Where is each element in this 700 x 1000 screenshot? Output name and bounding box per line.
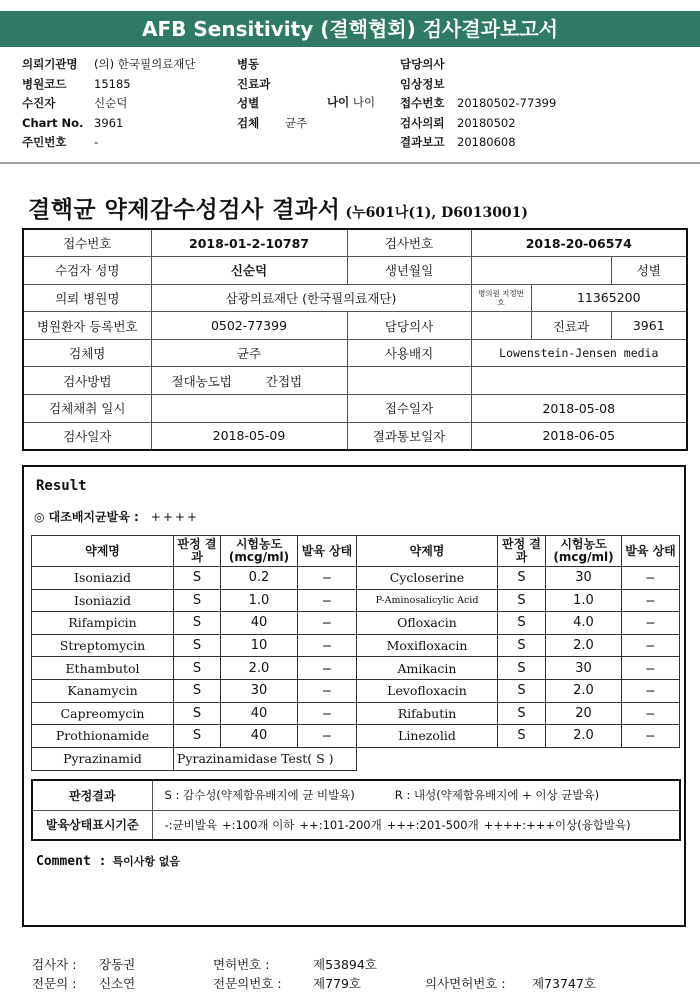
- info-label: 성별: [611, 257, 687, 285]
- specialist-no-label: 전문의번호 :: [213, 976, 282, 991]
- drug-name: Rifabutin: [357, 702, 498, 725]
- legend-g4: ++++:+++이상(융합발육): [483, 817, 631, 832]
- field-label: 검체: [237, 115, 260, 130]
- header-drug: 약제명: [32, 536, 174, 567]
- legend-label: 판정결과: [32, 780, 152, 810]
- header-conc: 시험농도 (mcg/ml): [546, 536, 622, 567]
- field-value: (의) 한국필의료재단: [94, 57, 196, 71]
- drug-conc: 2.0: [546, 725, 622, 748]
- field-value: 3961: [94, 115, 124, 130]
- info-value: 삼광의료재단 (한국필의료재단): [151, 284, 471, 312]
- drug-name: Cycloserine: [357, 567, 498, 590]
- drug-judge: S: [174, 657, 221, 680]
- drug-conc: 4.0: [546, 612, 622, 635]
- comment: [36, 853, 180, 869]
- drug-growth: −: [622, 657, 680, 680]
- header-field: [22, 75, 196, 95]
- header-column-1: [22, 55, 196, 153]
- info-value: 2018-20-06574: [471, 229, 687, 257]
- info-label: 담당의사: [347, 312, 471, 340]
- field-value: 15185: [94, 76, 131, 91]
- drug-row: [32, 567, 680, 590]
- drug-conc: 0.2: [221, 567, 298, 590]
- drug-growth: −: [298, 679, 357, 702]
- field-label: 검사의뢰: [400, 115, 445, 130]
- drug-judge: S: [174, 612, 221, 635]
- drug-conc: 40: [221, 725, 298, 748]
- drug-growth: −: [622, 679, 680, 702]
- control-growth: [34, 508, 199, 525]
- header-column-3: [400, 55, 556, 153]
- info-label: 검사일자: [23, 422, 151, 450]
- drug-row: [32, 679, 680, 702]
- header-column-2: [237, 55, 307, 133]
- drug-growth: −: [298, 589, 357, 612]
- drug-growth: −: [298, 567, 357, 590]
- drug-judge: S: [498, 567, 546, 590]
- blank-cell: [357, 747, 680, 770]
- info-value: 2018-05-08: [471, 395, 687, 423]
- legend-label: 발육상태표시기준: [32, 810, 152, 840]
- field-value: 20180502: [457, 115, 516, 130]
- header-field: [237, 75, 307, 95]
- drug-row: [32, 612, 680, 635]
- info-blank: [471, 367, 687, 395]
- info-label: 접수일자: [347, 395, 471, 423]
- report-heading-title: 결핵균 약제감수성검사 결과서: [28, 196, 341, 223]
- field-label: 의뢰기관명: [22, 57, 78, 71]
- header-field: [22, 133, 196, 153]
- drug-name: Amikacin: [357, 657, 498, 680]
- header-field: [237, 94, 307, 114]
- drug-name: Levofloxacin: [357, 679, 498, 702]
- info-label: 접수번호: [23, 229, 151, 257]
- field-label: 주민번호: [22, 135, 67, 149]
- specialist-number: [213, 974, 361, 992]
- info-value: 3961: [611, 312, 687, 340]
- tester-label: 검사자 :: [32, 957, 77, 972]
- report-heading: [28, 191, 528, 224]
- header-judge: 판정 결과: [174, 536, 221, 567]
- drug-judge: S: [174, 567, 221, 590]
- field-label: 임상정보: [400, 76, 445, 91]
- info-label: 수검자 성명: [23, 257, 151, 285]
- info-label: 생년월일: [347, 257, 471, 285]
- drug-conc: 2.0: [546, 634, 622, 657]
- drug-conc: 2.0: [546, 679, 622, 702]
- header-field: [400, 75, 556, 95]
- age-value: 나이: [352, 95, 376, 109]
- header-divider: [0, 162, 700, 164]
- drug-name: Ethambutol: [32, 657, 174, 680]
- header-field: [237, 114, 307, 134]
- drug-growth: −: [298, 725, 357, 748]
- info-blank: [347, 367, 471, 395]
- drug-name: Kanamycin: [32, 679, 174, 702]
- patient-info-table: [22, 228, 688, 451]
- legend-row: [32, 780, 680, 810]
- drug-growth: −: [622, 702, 680, 725]
- info-label: 검사방법: [23, 367, 151, 395]
- license-no: 제53894호: [313, 957, 377, 972]
- field-label: 병동: [237, 57, 260, 71]
- doctor-license-no: 제73747호: [532, 976, 596, 991]
- drug-row: [32, 702, 680, 725]
- drug-name: Capreomycin: [32, 702, 174, 725]
- field-label: 진료과: [237, 76, 271, 91]
- legend-value: [152, 780, 680, 810]
- drug-judge: S: [498, 634, 546, 657]
- drug-row: [32, 657, 680, 680]
- license-label: 면허번호 :: [213, 957, 270, 972]
- drug-conc: 30: [221, 679, 298, 702]
- info-value: Lowenstein-Jensen media: [471, 339, 687, 367]
- drug-name: Ofloxacin: [357, 612, 498, 635]
- drug-conc: 30: [546, 657, 622, 680]
- info-value: 0502-77399: [151, 312, 347, 340]
- info-value: 신순덕: [151, 257, 347, 285]
- drug-name: Pyrazinamid: [32, 747, 174, 770]
- field-label: 담당의사: [400, 57, 445, 71]
- header-judge: 판정 결과: [498, 536, 546, 567]
- info-value: [151, 367, 347, 395]
- header-growth: 발육 상태: [298, 536, 357, 567]
- field-value: 20180502-77399: [457, 96, 557, 110]
- result-label: Result: [36, 478, 87, 494]
- field-label: 접수번호: [400, 96, 445, 110]
- info-label: 병원환자 등록번호: [23, 312, 151, 340]
- drug-conc: 1.0: [221, 589, 298, 612]
- info-label: 검체명: [23, 339, 151, 367]
- info-value: 균주: [151, 339, 347, 367]
- age-label: 나이: [327, 95, 350, 109]
- header-field: [400, 55, 556, 75]
- drug-judge: S: [498, 657, 546, 680]
- drug-table-header: [32, 536, 680, 567]
- comment-value: 특이사항 없음: [112, 855, 181, 868]
- info-value: 11365200: [531, 284, 687, 312]
- field-value: 균주: [285, 115, 308, 130]
- info-row: [23, 395, 687, 423]
- info-value: [471, 312, 531, 340]
- info-row: [23, 422, 687, 450]
- drug-name: Rifampicin: [32, 612, 174, 635]
- info-row: [23, 257, 687, 285]
- tester: [32, 955, 135, 973]
- drug-judge: S: [498, 725, 546, 748]
- drug-name: Prothionamide: [32, 725, 174, 748]
- info-value: 2018-01-2-10787: [151, 229, 347, 257]
- header-field: [400, 133, 556, 153]
- drug-judge: S: [174, 702, 221, 725]
- field-value: -: [94, 135, 99, 149]
- header-drug: 약제명: [357, 536, 498, 567]
- info-row: [23, 367, 687, 395]
- pyrazinamidase-test: Pyrazinamidase Test( S ): [174, 747, 357, 770]
- legend-g3: +++:201-500개: [386, 817, 479, 832]
- drug-growth: −: [622, 567, 680, 590]
- report-heading-code: (누601나(1), D6013001): [345, 205, 529, 221]
- drug-growth: −: [298, 634, 357, 657]
- legend-value: [152, 810, 680, 840]
- license: [213, 955, 377, 973]
- tester-name: 장동권: [99, 957, 136, 972]
- header-field: [237, 55, 307, 75]
- method-indirect: 간접법: [265, 373, 303, 389]
- drug-judge: S: [174, 634, 221, 657]
- method-absolute: 절대농도법: [171, 373, 232, 389]
- info-label: 검체채취 일시: [23, 395, 151, 423]
- drug-conc: 40: [221, 702, 298, 725]
- drug-row: [32, 634, 680, 657]
- info-label: 병의원 지정번호: [471, 284, 531, 312]
- legend-table: [31, 779, 681, 841]
- legend-g1: +:100개 이하: [221, 817, 295, 832]
- drug-growth: −: [622, 725, 680, 748]
- legend-g2: ++:101-200개: [299, 817, 382, 832]
- drug-name: Isoniazid: [32, 567, 174, 590]
- control-growth-label: ◎ 대조배지균발육 :: [34, 510, 139, 524]
- header-field: [22, 55, 196, 75]
- drug-conc: 2.0: [221, 657, 298, 680]
- field-label: 병원코드: [22, 76, 67, 91]
- drug-growth: −: [622, 634, 680, 657]
- drug-growth: −: [298, 612, 357, 635]
- drug-growth: −: [622, 589, 680, 612]
- drug-name: Linezolid: [357, 725, 498, 748]
- drug-row: [32, 725, 680, 748]
- field-value: 20180608: [457, 135, 516, 149]
- legend-r: R : 내성(약제함유배지에 + 이상 균발육): [394, 788, 600, 803]
- info-label: 의뢰 병원명: [23, 284, 151, 312]
- info-label: 사용배지: [347, 339, 471, 367]
- drug-growth: −: [622, 612, 680, 635]
- header-age: [327, 94, 375, 110]
- drug-name: P-Aminosalicylic Acid: [357, 589, 498, 612]
- drug-judge: S: [498, 612, 546, 635]
- info-label: 결과통보일자: [347, 422, 471, 450]
- specialist-name: 신소연: [99, 976, 136, 991]
- drug-row: [32, 589, 680, 612]
- header-field: [22, 114, 196, 134]
- drug-conc: 30: [546, 567, 622, 590]
- drug-sensitivity-table: [31, 535, 680, 771]
- drug-judge: S: [498, 702, 546, 725]
- drug-name: Streptomycin: [32, 634, 174, 657]
- drug-conc: 1.0: [546, 589, 622, 612]
- doctor-license-label: 의사면허번호 :: [425, 976, 506, 991]
- field-label: 성별: [237, 96, 260, 110]
- header-field: [400, 114, 556, 134]
- drug-conc: 40: [221, 612, 298, 635]
- header-field: [22, 94, 196, 114]
- info-value: [471, 257, 611, 285]
- header-conc: 시험농도 (mcg/ml): [221, 536, 298, 567]
- specialist-no: 제779호: [313, 976, 362, 991]
- drug-conc: 20: [546, 702, 622, 725]
- drug-name: Isoniazid: [32, 589, 174, 612]
- field-value: 신순덕: [94, 96, 128, 110]
- info-row: [23, 312, 687, 340]
- drug-name: Moxifloxacin: [357, 634, 498, 657]
- legend-g0: -:균비발육: [164, 817, 217, 832]
- info-label: 검사번호: [347, 229, 471, 257]
- header-field: [400, 94, 556, 114]
- field-label: 수진자: [22, 96, 56, 110]
- drug-judge: S: [498, 679, 546, 702]
- drug-row-pyrazinamid: [32, 747, 680, 770]
- info-value: 2018-06-05: [471, 422, 687, 450]
- drug-judge: S: [498, 589, 546, 612]
- header-growth: 발육 상태: [622, 536, 680, 567]
- info-row: [23, 284, 687, 312]
- legend-row: [32, 810, 680, 840]
- legend-s: S : 감수성(약제함유배지에 균 비발육): [164, 788, 355, 803]
- info-label: 진료과: [531, 312, 611, 340]
- report-title-bar: AFB Sensitivity (결핵협회) 검사결과보고서: [0, 11, 700, 47]
- drug-judge: S: [174, 725, 221, 748]
- drug-judge: S: [174, 589, 221, 612]
- drug-judge: S: [174, 679, 221, 702]
- comment-label: Comment :: [36, 854, 107, 869]
- drug-conc: 10: [221, 634, 298, 657]
- info-row: [23, 339, 687, 367]
- doctor-license: [425, 974, 596, 992]
- specialist-label: 전문의 :: [32, 976, 77, 991]
- info-value: [151, 395, 347, 423]
- control-growth-value: ++++: [150, 510, 199, 524]
- info-value: 2018-05-09: [151, 422, 347, 450]
- specialist: [32, 974, 135, 992]
- drug-growth: −: [298, 702, 357, 725]
- field-label: 결과보고: [400, 135, 445, 149]
- field-label: Chart No.: [22, 115, 84, 130]
- drug-growth: −: [298, 657, 357, 680]
- result-section: [22, 465, 686, 927]
- info-row: [23, 229, 687, 257]
